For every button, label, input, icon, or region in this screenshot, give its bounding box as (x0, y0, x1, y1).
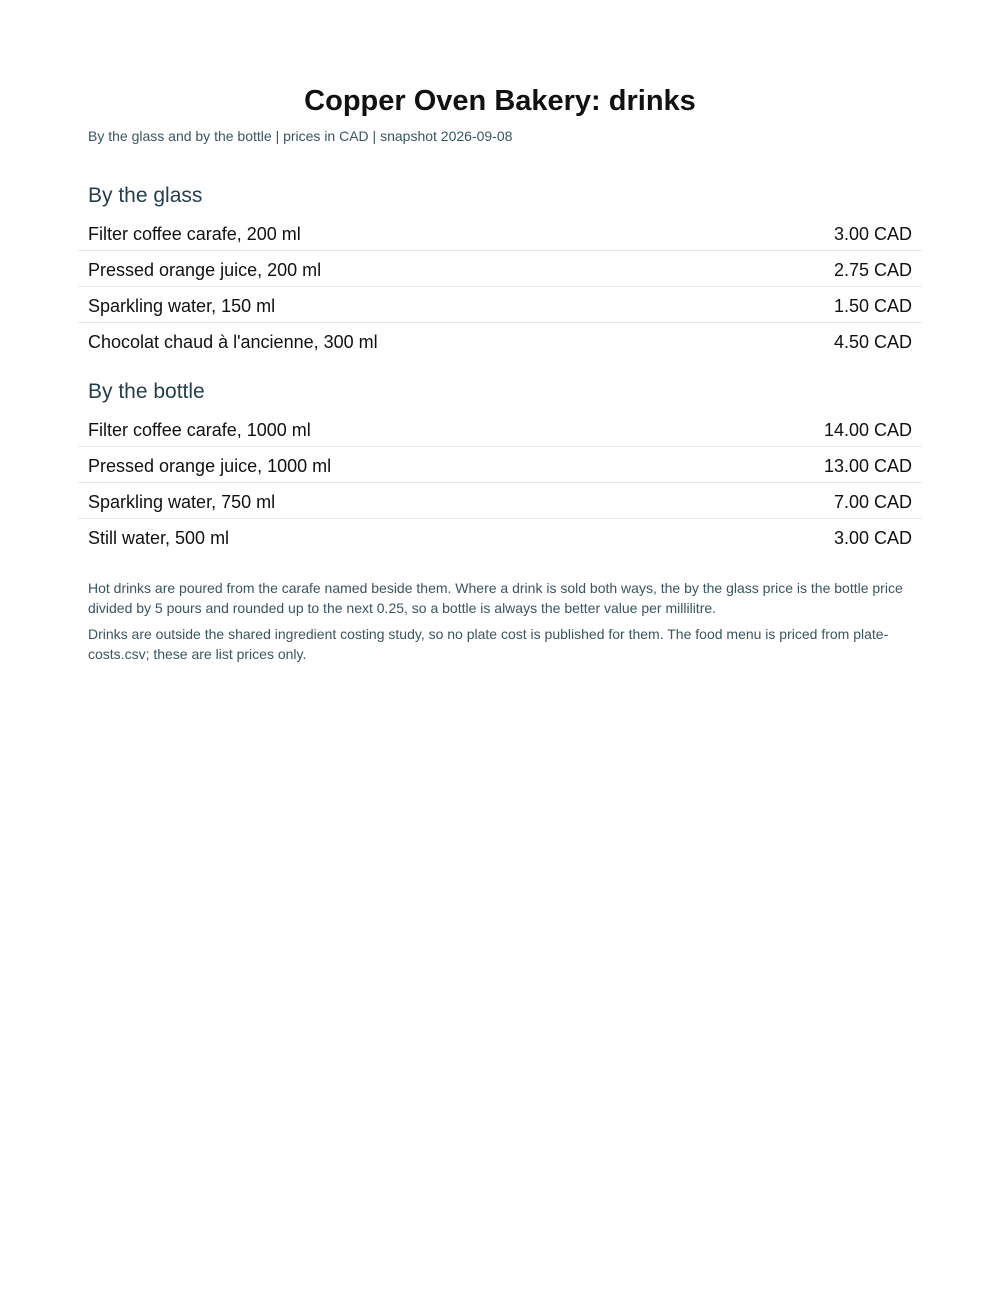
menu-item-name: Sparkling water, 750 ml (88, 492, 276, 512)
menu-list-by-the-glass (78, 215, 922, 359)
menu-item (78, 447, 922, 483)
menu-item-price: 13.00 CAD (823, 456, 912, 476)
costing-note: Drinks are outside the shared ingredient costing study, so no plate cost is published for them. The food menu is priced from plate-costs.csv; these are list prices only. (88, 626, 889, 662)
menu-list-by-the-bottle (78, 411, 922, 555)
menu-item-name: Chocolat chaud à l'ancienne, 300 ml (88, 332, 378, 352)
menu-item-price: 2.75 CAD (833, 260, 912, 280)
section-heading-by-the-glass: By the glass (88, 184, 203, 207)
menu-item-price: 1.50 CAD (833, 296, 912, 316)
section-heading-by-the-bottle: By the bottle (88, 380, 205, 403)
pricing-note: Hot drinks are poured from the carafe named beside them. Where a drink is sold both ways, the by the glass price is the bottle price divided by 5 pours and rounded up to the next 0.25, so a bottle is always the better value per millilitre. (88, 580, 903, 616)
page-title: Copper Oven Bakery: drinks (304, 85, 696, 117)
menu-item (78, 483, 922, 519)
menu-item (78, 519, 922, 555)
page-subtitle: By the glass and by the bottle | prices in CAD | snapshot 2026-09-08 (88, 128, 513, 144)
menu-item (78, 323, 922, 359)
menu-item-name: Filter coffee carafe, 200 ml (88, 224, 301, 244)
menu-item-name: Sparkling water, 150 ml (88, 296, 276, 316)
menu-item-name: Pressed orange juice, 1000 ml (88, 456, 332, 476)
menu-item-price: 14.00 CAD (823, 420, 912, 440)
menu-item-name: Pressed orange juice, 200 ml (88, 260, 322, 280)
menu-item (78, 411, 922, 447)
menu-item-price: 7.00 CAD (833, 492, 912, 512)
menu-item-price: 3.00 CAD (833, 224, 912, 244)
menu-item (78, 287, 922, 323)
menu-item-name: Filter coffee carafe, 1000 ml (88, 420, 311, 440)
menu-item-price: 3.00 CAD (833, 528, 912, 548)
menu-item-price: 4.50 CAD (833, 332, 912, 352)
menu-item-name: Still water, 500 ml (88, 528, 230, 548)
menu-item (78, 251, 922, 287)
menu-item (78, 215, 922, 251)
